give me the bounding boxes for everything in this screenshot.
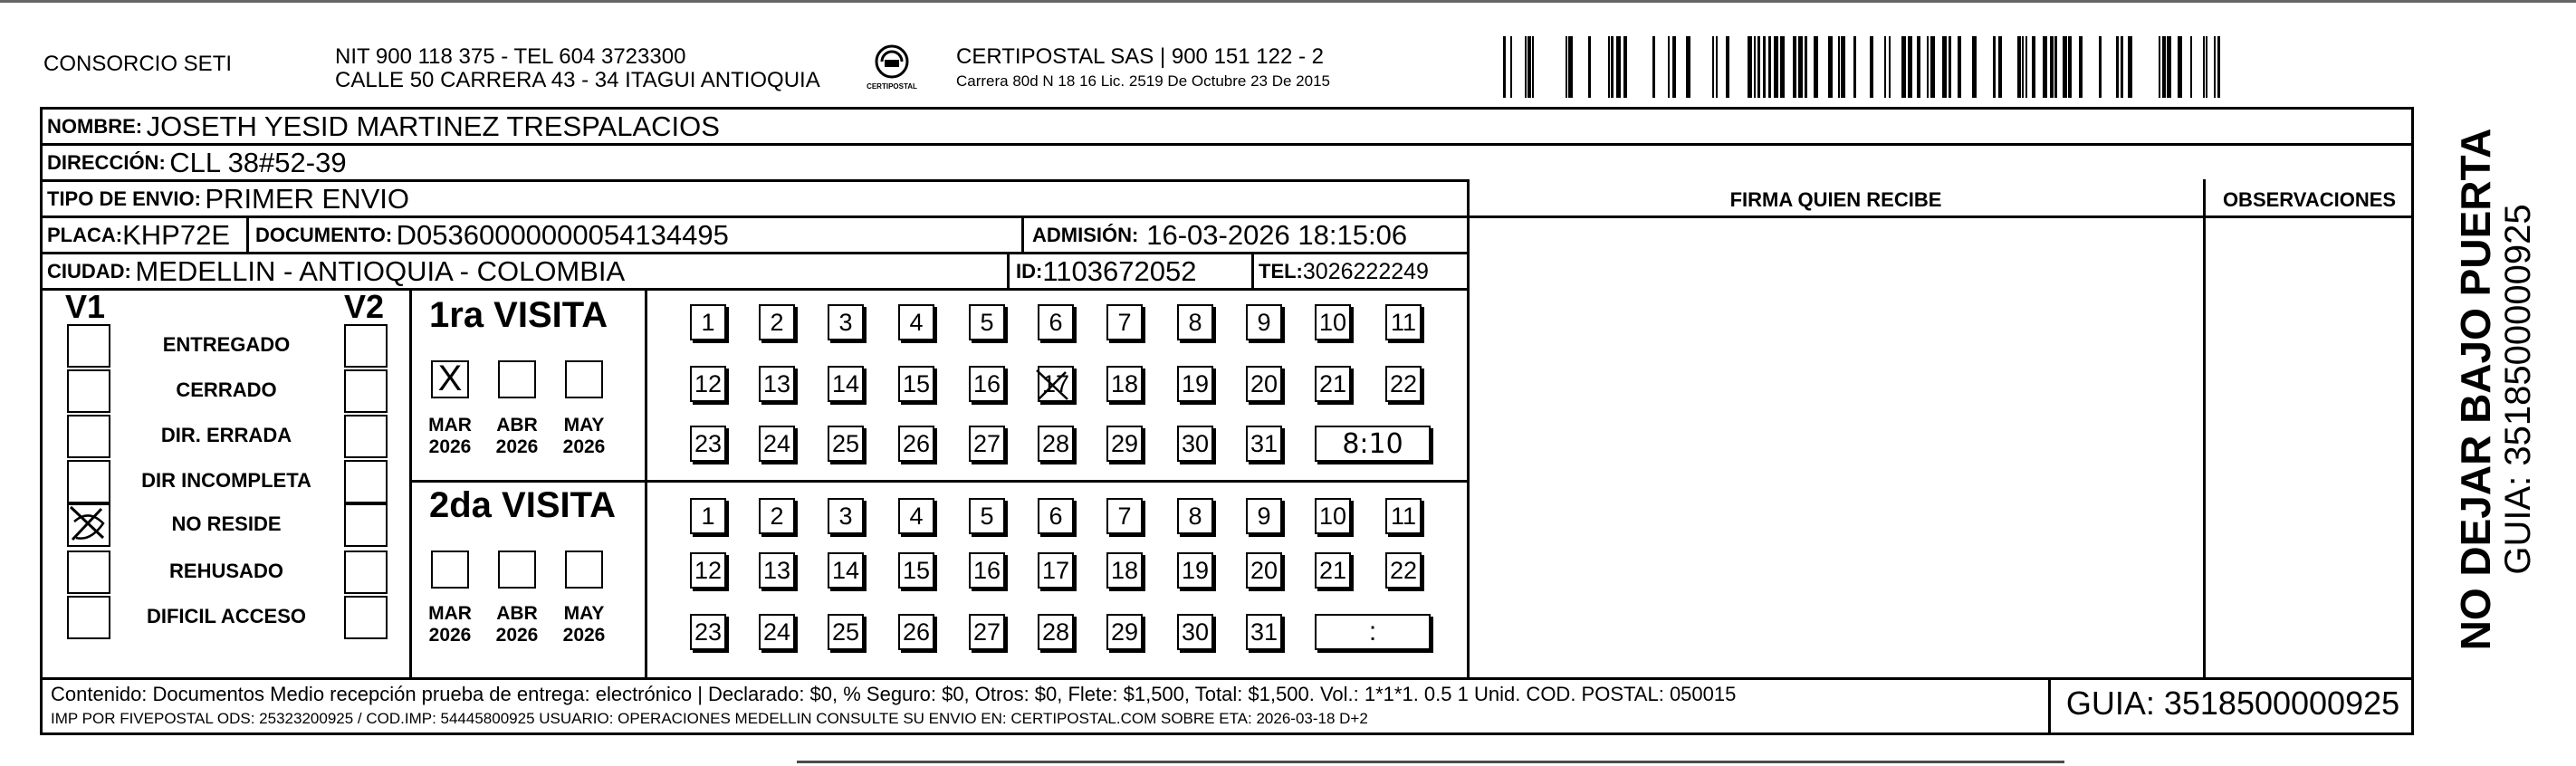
id-value: 1103672052 (1042, 255, 1197, 287)
day-box[interactable]: 13 (759, 366, 795, 402)
v2-checkbox[interactable] (344, 415, 388, 458)
firma-header: FIRMA QUIEN RECIBE (1729, 188, 1942, 211)
day-box[interactable]: 19 (1177, 366, 1213, 402)
day-box[interactable]: 16 (969, 552, 1005, 589)
day-box[interactable]: 26 (898, 426, 934, 462)
day-box[interactable]: 27 (969, 614, 1005, 650)
tel-cell (1259, 255, 1429, 288)
day-box[interactable]: 30 (1177, 614, 1213, 650)
day-box[interactable]: 3 (828, 304, 864, 340)
day-box[interactable]: 21 (1315, 366, 1351, 402)
ciudad-value: MEDELLIN - ANTIOQUIA - COLOMBIA (135, 255, 626, 287)
side-text (2432, 127, 2559, 652)
day-box[interactable]: 9 (1246, 304, 1282, 340)
day-box[interactable]: 4 (898, 304, 934, 340)
placa-value: KHP72E (122, 219, 231, 251)
v1-checkbox[interactable] (67, 596, 110, 639)
direccion-row (47, 147, 347, 179)
day-box[interactable]: 26 (898, 614, 934, 650)
documento-cell (255, 219, 729, 252)
day-box[interactable]: 22 (1385, 552, 1422, 589)
day-box[interactable]: 15 (898, 552, 934, 589)
time-box[interactable]: : (1315, 614, 1431, 650)
observaciones-header: OBSERVACIONES (2222, 188, 2397, 211)
v2-checkbox[interactable] (344, 324, 388, 368)
documento-label: DOCUMENTO: (255, 224, 393, 246)
day-box[interactable]: 28 (1038, 614, 1074, 650)
reason-label: DIR. ERRADA (160, 424, 292, 446)
direccion-value: CLL 38#52-39 (169, 147, 347, 178)
day-box[interactable]: 20 (1246, 366, 1282, 402)
day-box[interactable]: 4 (898, 498, 934, 534)
day-box[interactable]: 8 (1177, 498, 1213, 534)
v2-label: V2 (344, 288, 385, 325)
certipostal-logo (860, 42, 924, 96)
day-box[interactable]: 27 (969, 426, 1005, 462)
v2-checkbox[interactable] (344, 460, 388, 503)
v1-checkbox[interactable] (67, 324, 110, 368)
month-checkbox[interactable] (431, 551, 469, 589)
ciudad-cell (47, 255, 625, 288)
direccion-label: DIRECCIÓN: (47, 151, 166, 174)
day-box[interactable]: 14 (828, 552, 864, 589)
time-box[interactable]: 8:10 (1315, 426, 1431, 462)
day-box[interactable]: 15 (898, 366, 934, 402)
day-box[interactable]: 22 (1385, 366, 1422, 402)
day-box[interactable]: 3 (828, 498, 864, 534)
day-box[interactable]: 2 (759, 498, 795, 534)
day-box[interactable]: 17 (1038, 552, 1074, 589)
day-box[interactable]: 5 (969, 498, 1005, 534)
documento-value: D05360000000054134495 (396, 219, 729, 251)
day-box[interactable]: 18 (1106, 366, 1143, 402)
v1-checkbox[interactable] (67, 503, 110, 547)
day-box[interactable]: 13 (759, 552, 795, 589)
month-checkbox[interactable] (431, 360, 469, 398)
scan-edge-bottom (797, 761, 2064, 763)
reason-label: DIFICIL ACCESO (146, 605, 306, 627)
footer-guia: GUIA: 3518500000925 (2065, 685, 2400, 722)
day-box[interactable]: 12 (690, 552, 726, 589)
day-box[interactable]: 1 (690, 498, 726, 534)
month-label: ABR 2026 (495, 415, 539, 457)
ciudad-label: CIUDAD: (47, 260, 131, 282)
barcode (1503, 36, 2227, 98)
company-name: CONSORCIO SETI (43, 52, 233, 76)
month-checkbox[interactable] (498, 360, 536, 398)
v2-checkbox[interactable] (344, 596, 388, 639)
imp-line: IMP POR FIVEPOSTAL ODS: 25323200925 / COD.IMP: 54445800925 USUARIO: OPERACIONES MEDELLIN CONSULTE SU ENVIO EN: CERTIPOSTAL.COM SOBRE ETA: 2026-03-18 D+2 (51, 710, 1368, 727)
placa-cell (47, 219, 230, 252)
month-checkbox[interactable] (565, 551, 603, 589)
day-box[interactable]: 31 (1246, 426, 1282, 462)
reason-label: REHUSADO (169, 560, 283, 582)
tel-value: 3026222249 (1302, 258, 1429, 284)
month-label: MAY 2026 (562, 415, 606, 457)
day-box[interactable]: 11 (1385, 304, 1422, 340)
month-label: MAY 2026 (562, 603, 606, 646)
day-box[interactable]: 23 (690, 426, 726, 462)
placa-label: PLACA: (47, 224, 123, 246)
reason-label: ENTREGADO (162, 333, 291, 356)
day-box[interactable]: 6 (1038, 304, 1074, 340)
day-box[interactable]: 24 (759, 614, 795, 650)
month-mark: X (437, 359, 463, 398)
admision-cell (1032, 219, 1407, 252)
reason-label: NO RESIDE (171, 512, 282, 535)
v2-checkbox[interactable] (344, 369, 388, 413)
contenido-line: Contenido: Documentos Medio recepción prueba de entrega: electrónico | Declarado: $0, % Seguro: $0, Otros: $0, Flete: $1,500, Total: $1,500. Vol.: 1*1*1. 0.5 1 Unid. COD. POSTAL: 050015 (51, 683, 1737, 705)
nombre-row (47, 110, 720, 143)
side-warning: NO DEJAR BAJO PUERTA (2452, 128, 2499, 651)
nombre-value: JOSETH YESID MARTINEZ TRESPALACIOS (146, 110, 720, 142)
day-box[interactable]: 21 (1315, 552, 1351, 589)
admision-value: 16-03-2026 18:15:06 (1146, 219, 1408, 251)
month-label: MAR 2026 (428, 603, 472, 646)
license-line: Carrera 80d N 18 16 Lic. 2519 De Octubre 23 De 2015 (956, 72, 1330, 90)
day-box[interactable]: 28 (1038, 426, 1074, 462)
day-box[interactable]: 10 (1315, 498, 1351, 534)
day-box[interactable]: 19 (1177, 552, 1213, 589)
day-box[interactable]: 7 (1106, 304, 1143, 340)
tipo-row (47, 183, 409, 215)
nit-line: NIT 900 118 375 - TEL 604 3723300 (335, 44, 686, 69)
month-checkbox[interactable] (498, 551, 536, 589)
day-box[interactable]: 25 (828, 614, 864, 650)
v2-checkbox[interactable] (344, 503, 388, 547)
id-label: ID: (1016, 260, 1043, 282)
logo-text: CERTIPOSTAL (867, 82, 917, 91)
day-box[interactable]: 31 (1246, 614, 1282, 650)
day-box[interactable]: 2 (759, 304, 795, 340)
v2-checkbox[interactable] (344, 551, 388, 594)
day-box[interactable]: 29 (1106, 426, 1143, 462)
nombre-label: NOMBRE: (47, 115, 143, 138)
day-box[interactable]: 23 (690, 614, 726, 650)
tel-label: TEL: (1259, 260, 1303, 282)
v1-checkbox[interactable] (67, 415, 110, 458)
month-label: ABR 2026 (495, 603, 539, 646)
v1-checkbox[interactable] (67, 369, 110, 413)
reason-label: DIR INCOMPLETA (141, 469, 311, 492)
day-box[interactable]: 9 (1246, 498, 1282, 534)
month-checkbox[interactable] (565, 360, 603, 398)
v1-label: V1 (65, 288, 106, 325)
first-visit-title: 1ra VISITA (429, 295, 608, 335)
day-box[interactable]: 5 (969, 304, 1005, 340)
tipo-label: TIPO DE ENVIO: (47, 187, 201, 210)
month-label: MAR 2026 (428, 415, 472, 457)
reason-label: CERRADO (176, 378, 277, 401)
day-box[interactable]: 17 (1038, 366, 1074, 402)
id-cell (1016, 255, 1196, 288)
day-box[interactable]: 14 (828, 366, 864, 402)
day-box[interactable]: 8 (1177, 304, 1213, 340)
v1-checkbox[interactable] (67, 551, 110, 594)
certipostal-line: CERTIPOSTAL SAS | 900 151 122 - 2 (956, 44, 1324, 69)
day-box[interactable]: 11 (1385, 498, 1422, 534)
side-guia: GUIA: 3518500000925 (2498, 204, 2538, 575)
tipo-value: PRIMER ENVIO (205, 183, 410, 215)
day-box[interactable]: 30 (1177, 426, 1213, 462)
address-line: CALLE 50 CARRERA 43 - 34 ITAGUI ANTIOQUIA (335, 68, 820, 92)
day-box[interactable]: 25 (828, 426, 864, 462)
v1-checkbox[interactable] (67, 460, 110, 503)
day-box[interactable]: 6 (1038, 498, 1074, 534)
day-box[interactable]: 1 (690, 304, 726, 340)
day-box[interactable]: 24 (759, 426, 795, 462)
scan-edge-top (0, 0, 2576, 3)
day-box[interactable]: 10 (1315, 304, 1351, 340)
day-box[interactable]: 20 (1246, 552, 1282, 589)
day-box[interactable]: 7 (1106, 498, 1143, 534)
admision-label: ADMISIÓN: (1032, 224, 1139, 246)
day-box[interactable]: 16 (969, 366, 1005, 402)
second-visit-title: 2da VISITA (429, 485, 616, 525)
day-box[interactable]: 12 (690, 366, 726, 402)
day-box[interactable]: 18 (1106, 552, 1143, 589)
day-box[interactable]: 29 (1106, 614, 1143, 650)
